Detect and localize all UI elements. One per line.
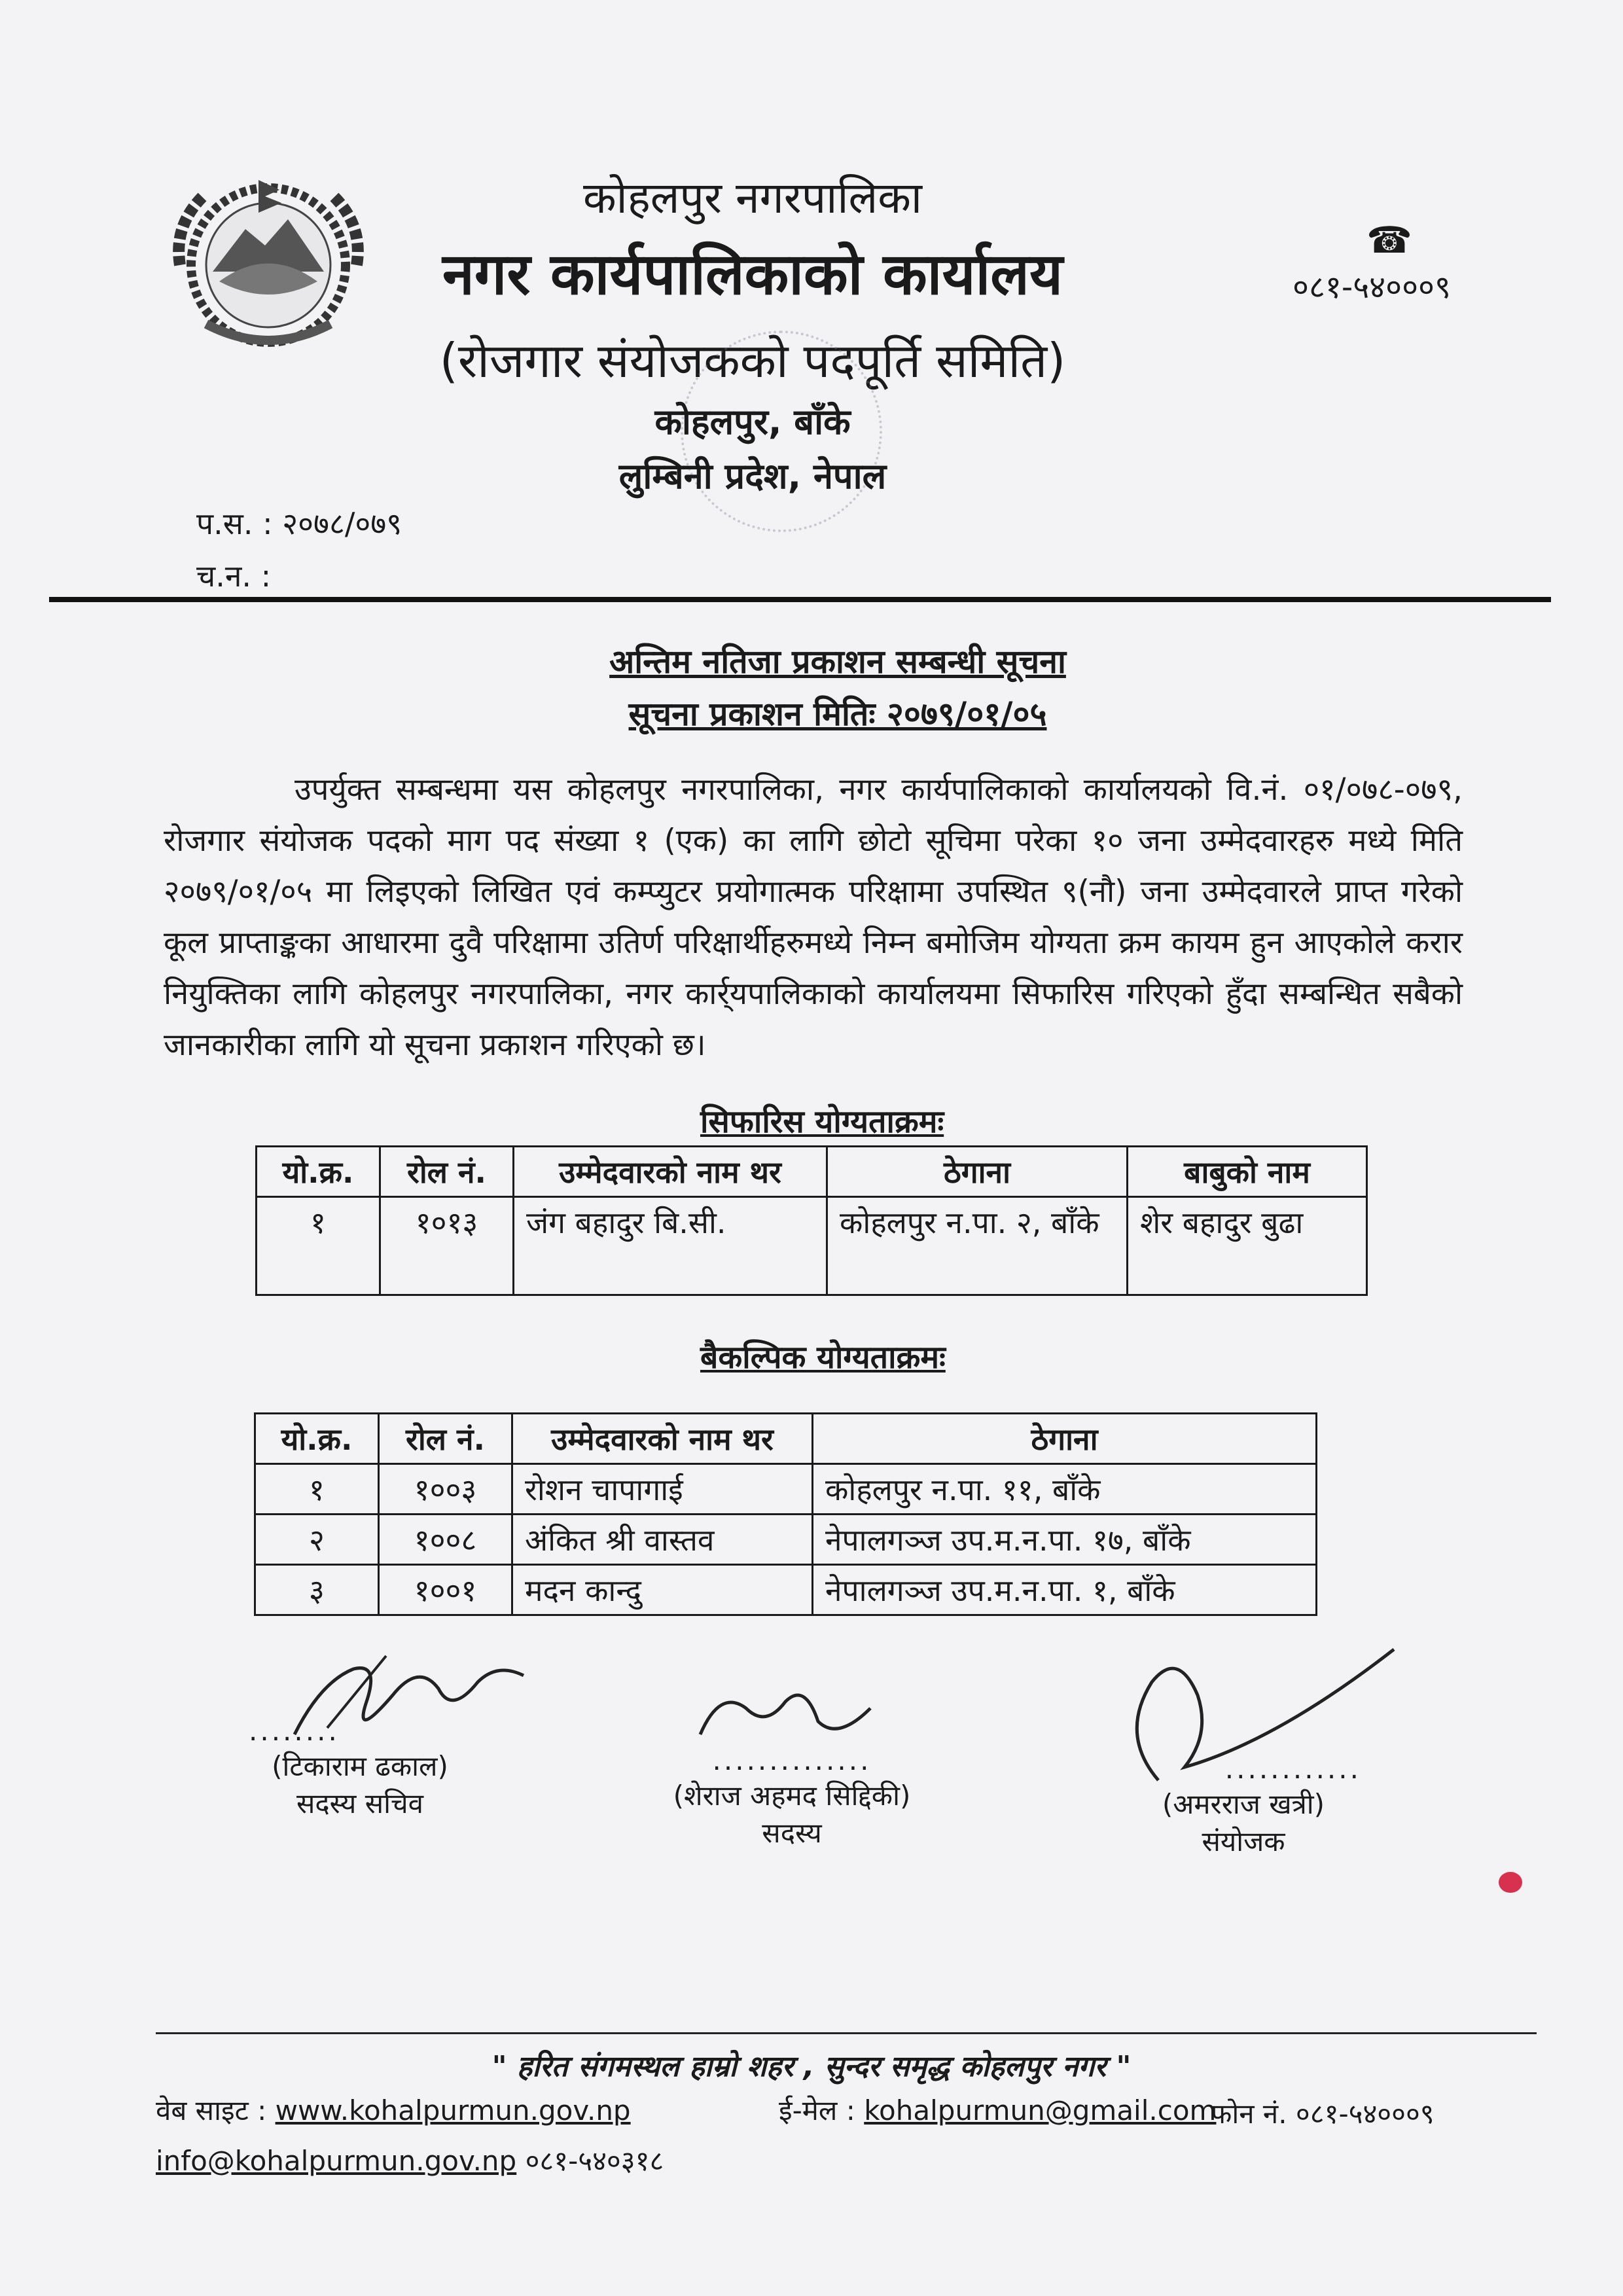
- column-header: उम्मेदवारको नाम थर: [514, 1147, 827, 1197]
- column-header: ठेगाना: [827, 1147, 1128, 1197]
- table-cell: शेर बहादुर बुढा: [1128, 1197, 1367, 1295]
- signatory-coordinator: ............ (अमरराज खत्री) संयोजक: [1126, 1753, 1361, 1859]
- signatory-member: .............. (शेराज अहमद सिद्दिकी) सदस्य: [648, 1744, 936, 1851]
- email-label: ई-मेल :: [779, 2094, 855, 2126]
- table-cell: १: [255, 1464, 379, 1515]
- signatory-name: (अमरराज खत्री): [1162, 1788, 1325, 1820]
- column-header: यो.क्र.: [255, 1414, 379, 1464]
- table-header-row: [255, 1414, 1317, 1464]
- column-header: रोल नं.: [380, 1147, 514, 1197]
- info-email-link[interactable]: info@kohalpurmun.gov.np: [156, 2145, 517, 2177]
- column-header: बाबुको नाम: [1128, 1147, 1367, 1197]
- table-cell: नेपालगञ्ज उप.म.न.पा. १७, बाँके: [813, 1515, 1317, 1565]
- notice-body: [164, 764, 1463, 1071]
- footer-info: [156, 2142, 664, 2179]
- table-cell: अंकित श्री वास्तव: [512, 1515, 813, 1565]
- signatory-role: संयोजक: [1202, 1825, 1285, 1857]
- signatory-role: सदस्य: [762, 1817, 822, 1849]
- notice-date: सूचना प्रकाशन मितिः २०७९/०१/०५: [628, 695, 1047, 733]
- column-header: रोल नं.: [379, 1414, 512, 1464]
- table-cell: १००३: [379, 1464, 512, 1515]
- table-header-row: [257, 1147, 1367, 1197]
- recommended-heading: सिफारिस योग्यताक्रमः: [700, 1103, 944, 1140]
- footer-website: [156, 2091, 631, 2128]
- province-line: लुम्बिनी प्रदेश, नेपाल: [618, 456, 887, 497]
- table-row: [255, 1464, 1317, 1515]
- notice-paragraph: उपर्युक्त सम्बन्धमा यस कोहलपुर नगरपालिका, नगर कार्यपालिकाको कार्यालयको वि.नं. ०१/०७८-०७९, रोजगार संयोजक पदको माग पद संख्या १ (एक) का लागि छोटो सूचिमा परेका १० जना उम्मेदवारहरु मध्ये मिति २०७९/०१/०५ मा लिइएको लिखित एवं कम्प्युटर प्रयोगात्मक परिक्षामा उपस्थित ९(नौ) जना उम्मेदवारले प्राप्त गरेको कूल प्राप्ताङ्कका आधारमा दुवै परिक्षामा उतिर्ण परिक्षार्थीहरुमध्ये निम्न बमोजिम योग्यता क्रम कायम हुन आएकोले करार नियुक्तिका लागि कोहलपुर नगरपालिका, नगर कार्र्यपालिकाको कार्यालयमा सिफारिस गरिएको हुँदा सम्बन्धित सबैको जानकारीका लागि यो सूचना प्रकाशन गरिएको छ।: [164, 772, 1463, 1063]
- notice-title: अन्तिम नतिजा प्रकाशन सम्बन्धी सूचना: [609, 643, 1066, 681]
- table-row: [255, 1565, 1317, 1615]
- footer-email: [779, 2091, 1216, 2128]
- table-cell: १: [257, 1197, 380, 1295]
- column-header: उम्मेदवारको नाम थर: [512, 1414, 813, 1464]
- ink-mark: [1499, 1872, 1522, 1893]
- telephone-icon: ☎: [1366, 219, 1412, 262]
- footer-phone: फोन नं. ०८१-५४०००९: [1211, 2098, 1435, 2130]
- signatory-name: (टिकाराम ढकाल): [272, 1750, 448, 1782]
- office-name: नगर कार्यपालिकाको कार्यालय: [442, 240, 1063, 308]
- website-link[interactable]: www.kohalpurmun.gov.np: [275, 2094, 631, 2126]
- table-cell: रोशन चापागाई: [512, 1464, 813, 1515]
- table-cell: कोहलपुर न.पा. २, बाँके: [827, 1197, 1128, 1295]
- municipality-name: कोहलपुर नगरपालिका: [582, 173, 923, 223]
- table-row: [255, 1515, 1317, 1565]
- signatory-member-secretary: ........ (टिकाराम ढकाल) सदस्य सचिव: [249, 1715, 471, 1821]
- table-cell: मदन कान्दु: [512, 1565, 813, 1615]
- footer-divider: [156, 2032, 1537, 2034]
- column-header: यो.क्र.: [257, 1147, 380, 1197]
- address-line: कोहलपुर, बाँके: [654, 401, 851, 442]
- column-header: ठेगाना: [813, 1414, 1317, 1464]
- footer-slogan: " हरित संगमस्थल हाम्रो शहर , सुन्दर समृद्ध कोहलपुर नगर ": [491, 2050, 1132, 2083]
- table-cell: १००८: [379, 1515, 512, 1565]
- email-link[interactable]: kohalpurmun@gmail.com: [864, 2094, 1217, 2126]
- fax-number: ०८१-५४०३१८: [525, 2145, 664, 2177]
- dispatch-number: च.न. :: [196, 558, 272, 594]
- table-cell: २: [255, 1515, 379, 1565]
- letter-ref-number: प.स. : २०७८/०७९: [196, 506, 402, 541]
- table-cell: कोहलपुर न.पा. ११, बाँके: [813, 1464, 1317, 1515]
- committee-name: (रोजगार संयोजकको पदपूर्ति समिति): [439, 333, 1066, 388]
- signatory-role: सदस्य सचिव: [296, 1787, 424, 1820]
- table-cell: जंग बहादुर बि.सी.: [514, 1197, 827, 1295]
- recommended-table: [255, 1145, 1368, 1296]
- table-cell: १०१३: [380, 1197, 514, 1295]
- table-cell: नेपालगञ्ज उप.म.न.पा. १, बाँके: [813, 1565, 1317, 1615]
- alternate-heading: बैकल्पिक योग्यताक्रमः: [700, 1339, 946, 1376]
- alternate-table: [254, 1412, 1317, 1616]
- signature-2: [687, 1682, 883, 1754]
- header-divider: [49, 597, 1551, 602]
- signatory-name: (शेराज अहमद सिद्दिकी): [673, 1780, 911, 1812]
- table-cell: ३: [255, 1565, 379, 1615]
- table-row: [257, 1197, 1367, 1295]
- table-cell: १००१: [379, 1565, 512, 1615]
- office-phone: ०८१-५४०००९: [1293, 269, 1451, 306]
- website-label: वेब साइट :: [156, 2094, 267, 2126]
